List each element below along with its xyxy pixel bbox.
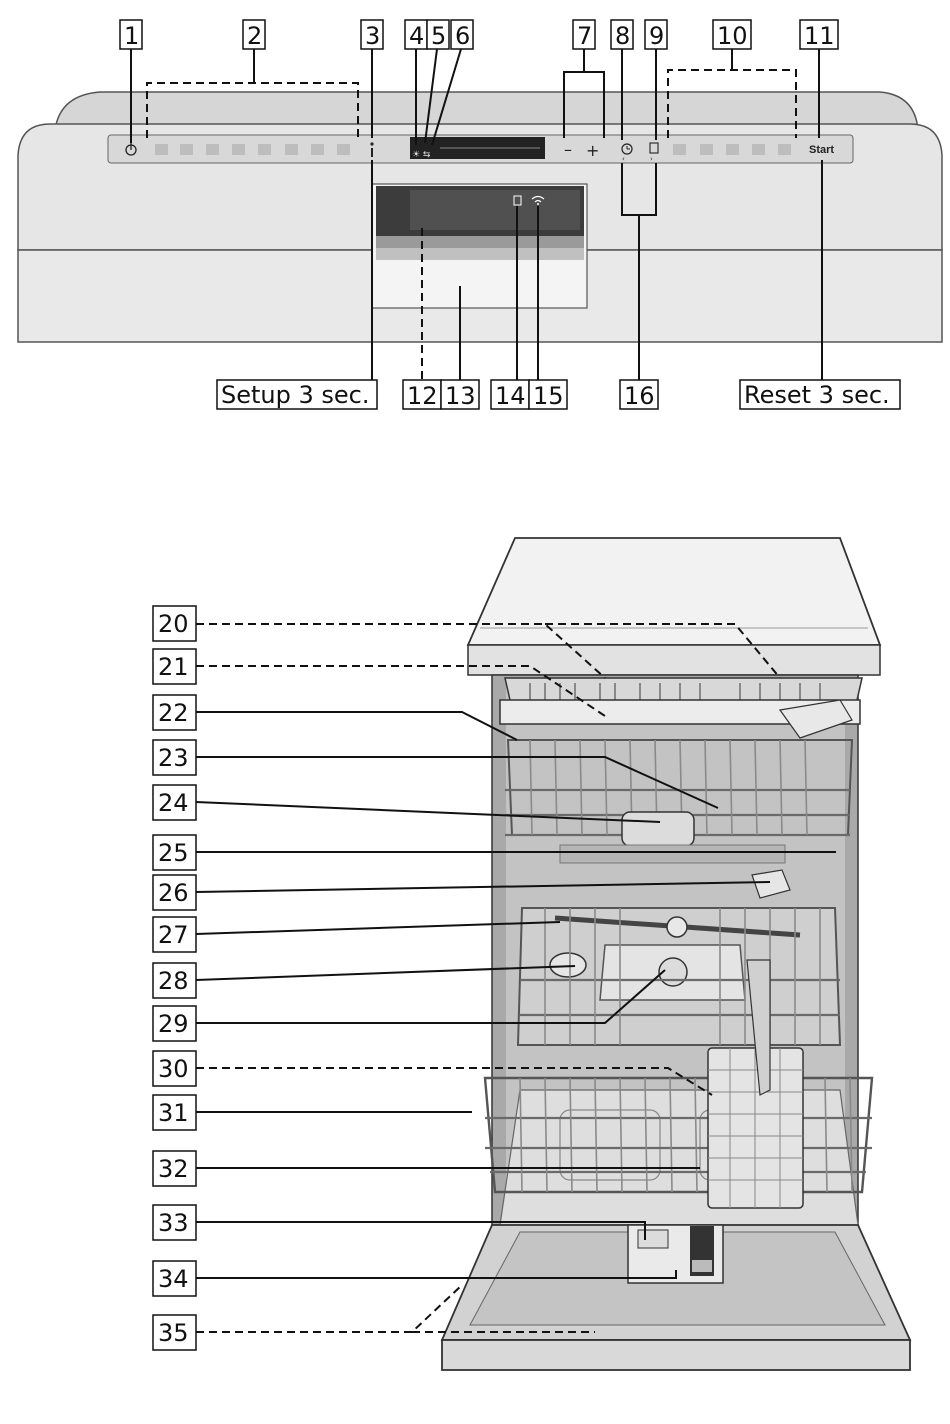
svg-text:4: 4	[409, 22, 425, 50]
svg-text:30: 30	[158, 1055, 189, 1083]
svg-text:5: 5	[431, 22, 447, 50]
callout-8	[611, 20, 633, 50]
callout-10	[713, 20, 751, 50]
callout-32	[153, 1151, 196, 1186]
svg-text:34: 34	[158, 1265, 189, 1293]
svg-text:26: 26	[158, 879, 189, 907]
callout-21	[153, 649, 196, 684]
svg-text:11: 11	[804, 22, 835, 50]
svg-text:☀ ⇆: ☀ ⇆	[412, 150, 431, 160]
plus-label[interactable]: +	[586, 141, 600, 160]
svg-text:9: 9	[649, 22, 665, 50]
setup-label	[217, 380, 377, 409]
svg-text:2: 2	[247, 22, 263, 50]
control-panel-illustration	[18, 92, 942, 342]
svg-text:1: 1	[124, 22, 140, 50]
svg-text:›: ›	[650, 155, 653, 163]
svg-text:22: 22	[158, 699, 189, 727]
svg-text:7: 7	[577, 22, 593, 50]
callout-28	[153, 963, 196, 998]
callout-15	[529, 380, 567, 410]
svg-text:27: 27	[158, 921, 189, 949]
callout-35	[153, 1315, 196, 1350]
callout-2	[243, 20, 265, 50]
callout-29	[153, 1006, 196, 1041]
reset-label	[740, 380, 900, 409]
interior-callouts	[153, 606, 196, 1350]
callout-34	[153, 1261, 196, 1296]
svg-text:14: 14	[495, 382, 526, 410]
callout-5	[427, 20, 449, 50]
svg-text:24: 24	[158, 789, 189, 817]
svg-text:23: 23	[158, 744, 189, 772]
svg-text:28: 28	[158, 967, 189, 995]
callout-27	[153, 917, 196, 952]
callout-1	[120, 20, 142, 50]
callout-33	[153, 1205, 196, 1240]
svg-text:Reset 3 sec.: Reset 3 sec.	[744, 381, 890, 409]
svg-text:29: 29	[158, 1010, 189, 1038]
callout-24	[153, 785, 196, 820]
callout-4	[405, 20, 427, 50]
callout-25	[153, 835, 196, 870]
callout-6	[451, 20, 473, 50]
svg-text:25: 25	[158, 839, 189, 867]
svg-text:16: 16	[624, 382, 655, 410]
callout-9	[645, 20, 667, 50]
callout-23	[153, 740, 196, 775]
svg-text:10: 10	[717, 22, 748, 50]
svg-text:12: 12	[407, 382, 438, 410]
callout-20	[153, 606, 196, 641]
callout-22	[153, 695, 196, 730]
callout-7	[573, 20, 595, 50]
callout-3	[361, 20, 383, 50]
callout-14	[491, 380, 529, 410]
svg-text:20: 20	[158, 610, 189, 638]
callout-12	[403, 380, 441, 410]
svg-text:‹: ‹	[622, 155, 625, 163]
callout-31	[153, 1095, 196, 1130]
svg-text:8: 8	[615, 22, 631, 50]
svg-text:15: 15	[533, 382, 564, 410]
svg-text:31: 31	[158, 1099, 189, 1127]
callout-11	[800, 20, 838, 50]
svg-text:33: 33	[158, 1209, 189, 1237]
minus-label[interactable]: –	[564, 140, 572, 159]
svg-text:32: 32	[158, 1155, 189, 1183]
callout-30	[153, 1051, 196, 1086]
start-button[interactable]: Start	[809, 144, 835, 156]
svg-text:3: 3	[365, 22, 381, 50]
svg-text:6: 6	[455, 22, 471, 50]
svg-text:13: 13	[445, 382, 476, 410]
svg-text:21: 21	[158, 653, 189, 681]
svg-text:35: 35	[158, 1319, 189, 1347]
callout-26	[153, 875, 196, 910]
callout-13	[441, 380, 479, 410]
callout-16	[620, 380, 658, 410]
svg-text:Setup 3 sec.: Setup 3 sec.	[221, 381, 370, 409]
dishwasher-interior-illustration	[442, 538, 910, 1370]
